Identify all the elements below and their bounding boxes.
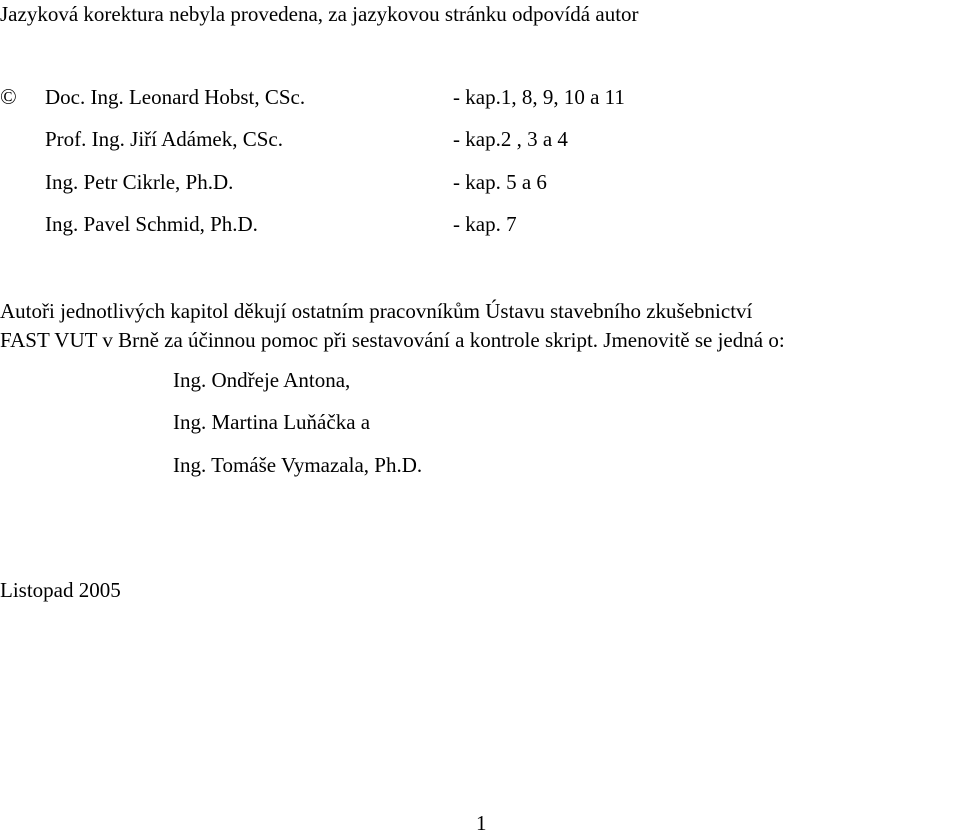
acknowledged-name: Ing. Martina Luňáčka a xyxy=(173,410,371,434)
author-chapters: - kap.1, 8, 9, 10 a 11 xyxy=(453,85,625,109)
acknowledgement-line: Autoři jednotlivých kapitol děkují ostatním pracovníkům Ústavu stavebního zkušebnictví xyxy=(0,299,753,323)
author-chapters: - kap. 5 a 6 xyxy=(453,170,547,194)
author-name: Ing. Pavel Schmid, Ph.D. xyxy=(45,212,258,236)
page-number: 1 xyxy=(476,811,487,835)
language-note: Jazyková korektura nebyla provedena, za jazykovou stránku odpovídá autor xyxy=(0,2,639,26)
acknowledgement-paragraph xyxy=(0,297,960,355)
author-chapters: - kap.2 , 3 a 4 xyxy=(453,127,568,151)
acknowledgement-line: FAST VUT v Brně za účinnou pomoc při sestavování a kontrole skript. Jmenovitě se jedná o: xyxy=(0,328,785,352)
acknowledged-name: Ing. Tomáše Vymazala, Ph.D. xyxy=(173,453,423,477)
author-name: Doc. Ing. Leonard Hobst, CSc. xyxy=(45,85,306,109)
copyright-icon: © xyxy=(0,84,17,109)
author-name: Prof. Ing. Jiří Adámek, CSc. xyxy=(45,127,283,151)
author-name: Ing. Petr Cikrle, Ph.D. xyxy=(45,170,234,194)
publication-date: Listopad 2005 xyxy=(0,578,121,602)
author-chapters: - kap. 7 xyxy=(453,212,517,236)
acknowledged-name: Ing. Ondřeje Antona, xyxy=(173,368,351,392)
